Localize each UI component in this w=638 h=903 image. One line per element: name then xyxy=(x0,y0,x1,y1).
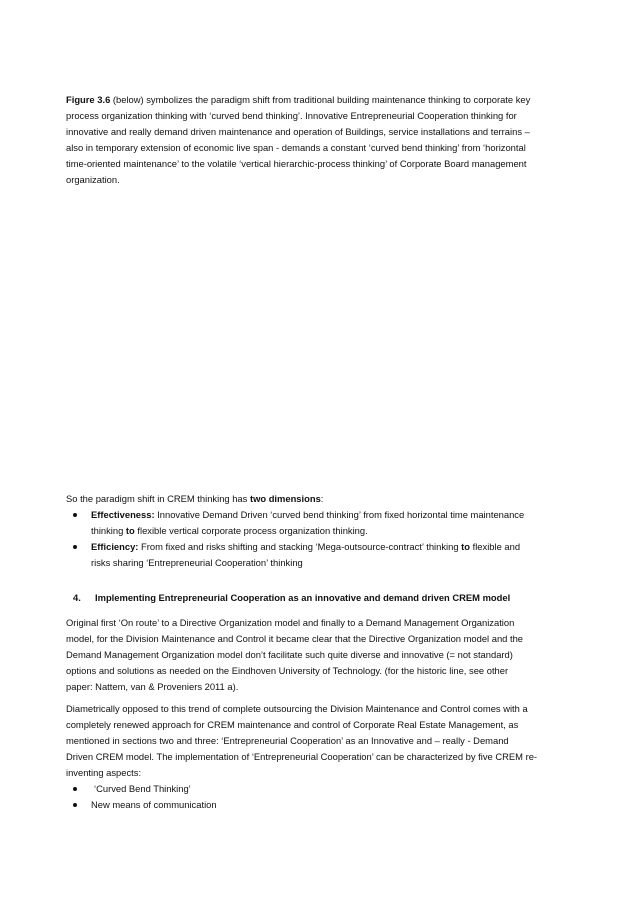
intro-paragraph xyxy=(66,92,586,188)
intro-line-4: also in temporary extension of economic live span - demands a constant ‘curved bend thinking’ from ‘horizontal xyxy=(66,142,526,153)
paradigm-paragraph xyxy=(66,491,586,507)
section-title: Implementing Entrepreneurial Cooperation as an innovative and demand driven CREM model xyxy=(95,592,511,603)
figure-placeholder xyxy=(66,185,586,475)
body-paragraph-2: Diametrically opposed to this trend of complete outsourcing the Division Maintenance and Control comes with a completely renewed approach for CREM maintenance and control of Corporate Real Estate Management, as mentioned in sections two and three: ‘Entrepreneurial Cooperation’ as an Innovative and – really - Demand Driven CREM model. The implementation of ‘Entrepreneurial Cooperation’ can be characterized by five CREM re- inventing aspects: xyxy=(66,703,538,778)
list-item: ‘Curved Bend Thinking’ xyxy=(66,781,586,797)
intro-line-1: Figure 3.6 (below) symbolizes the paradigm shift from traditional building maintenance thinking to corporate key xyxy=(66,94,531,105)
section-heading xyxy=(66,590,586,606)
aspects-list xyxy=(66,781,586,813)
list-item: Efficiency: From fixed and risks shifting and stacking ‘Mega-outsource-contract’ thinking to flexible and risks sharing ‘Entrepreneurial Cooperation’ thinking xyxy=(66,539,586,571)
list-item: New means of communication xyxy=(66,797,586,813)
section-number: 4. xyxy=(73,592,81,603)
bullet-icon xyxy=(73,545,77,549)
paradigm-bullet-list xyxy=(66,507,586,571)
body-paragraph-1: Original first ‘On route’ to a Directive Organization model and finally to a Demand Management Organization model, for the Division Maintenance and Control it became clear that the Directive Organization model and the Demand Management Organization model don’t facilitate such quite diverse and innovative (= not standard) options and solutions as needed on the Eindhoven University of Technology. (for the historic line, see other paper: Nattem, van & Proveniers 2011 a). xyxy=(66,617,524,692)
intro-line-2: process organization thinking with ‘curved bend thinking’. Innovative Entrepreneurial Cooperation thinking for xyxy=(66,110,517,121)
intro-line-5: time-oriented maintenance’ to the volatile ‘vertical hierarchic-process thinking’ of Corporate Board management xyxy=(66,158,527,169)
figure-reference: Figure 3.6 xyxy=(66,94,111,105)
bullet-icon xyxy=(73,513,77,517)
intro-line-6: organization. xyxy=(66,174,120,185)
bullet-icon xyxy=(73,787,77,791)
intro-line-3: innovative and really demand driven maintenance and operation of Buildings, service installations and terrains – xyxy=(66,126,530,137)
paradigm-lead: So the paradigm shift in CREM thinking has two dimensions: xyxy=(66,493,324,504)
bullet-icon xyxy=(73,803,77,807)
list-item: Effectiveness: Innovative Demand Driven ‘curved bend thinking’ from fixed horizontal time maintenance thinking to flexible vertical corporate process organization thinking. xyxy=(66,507,586,539)
